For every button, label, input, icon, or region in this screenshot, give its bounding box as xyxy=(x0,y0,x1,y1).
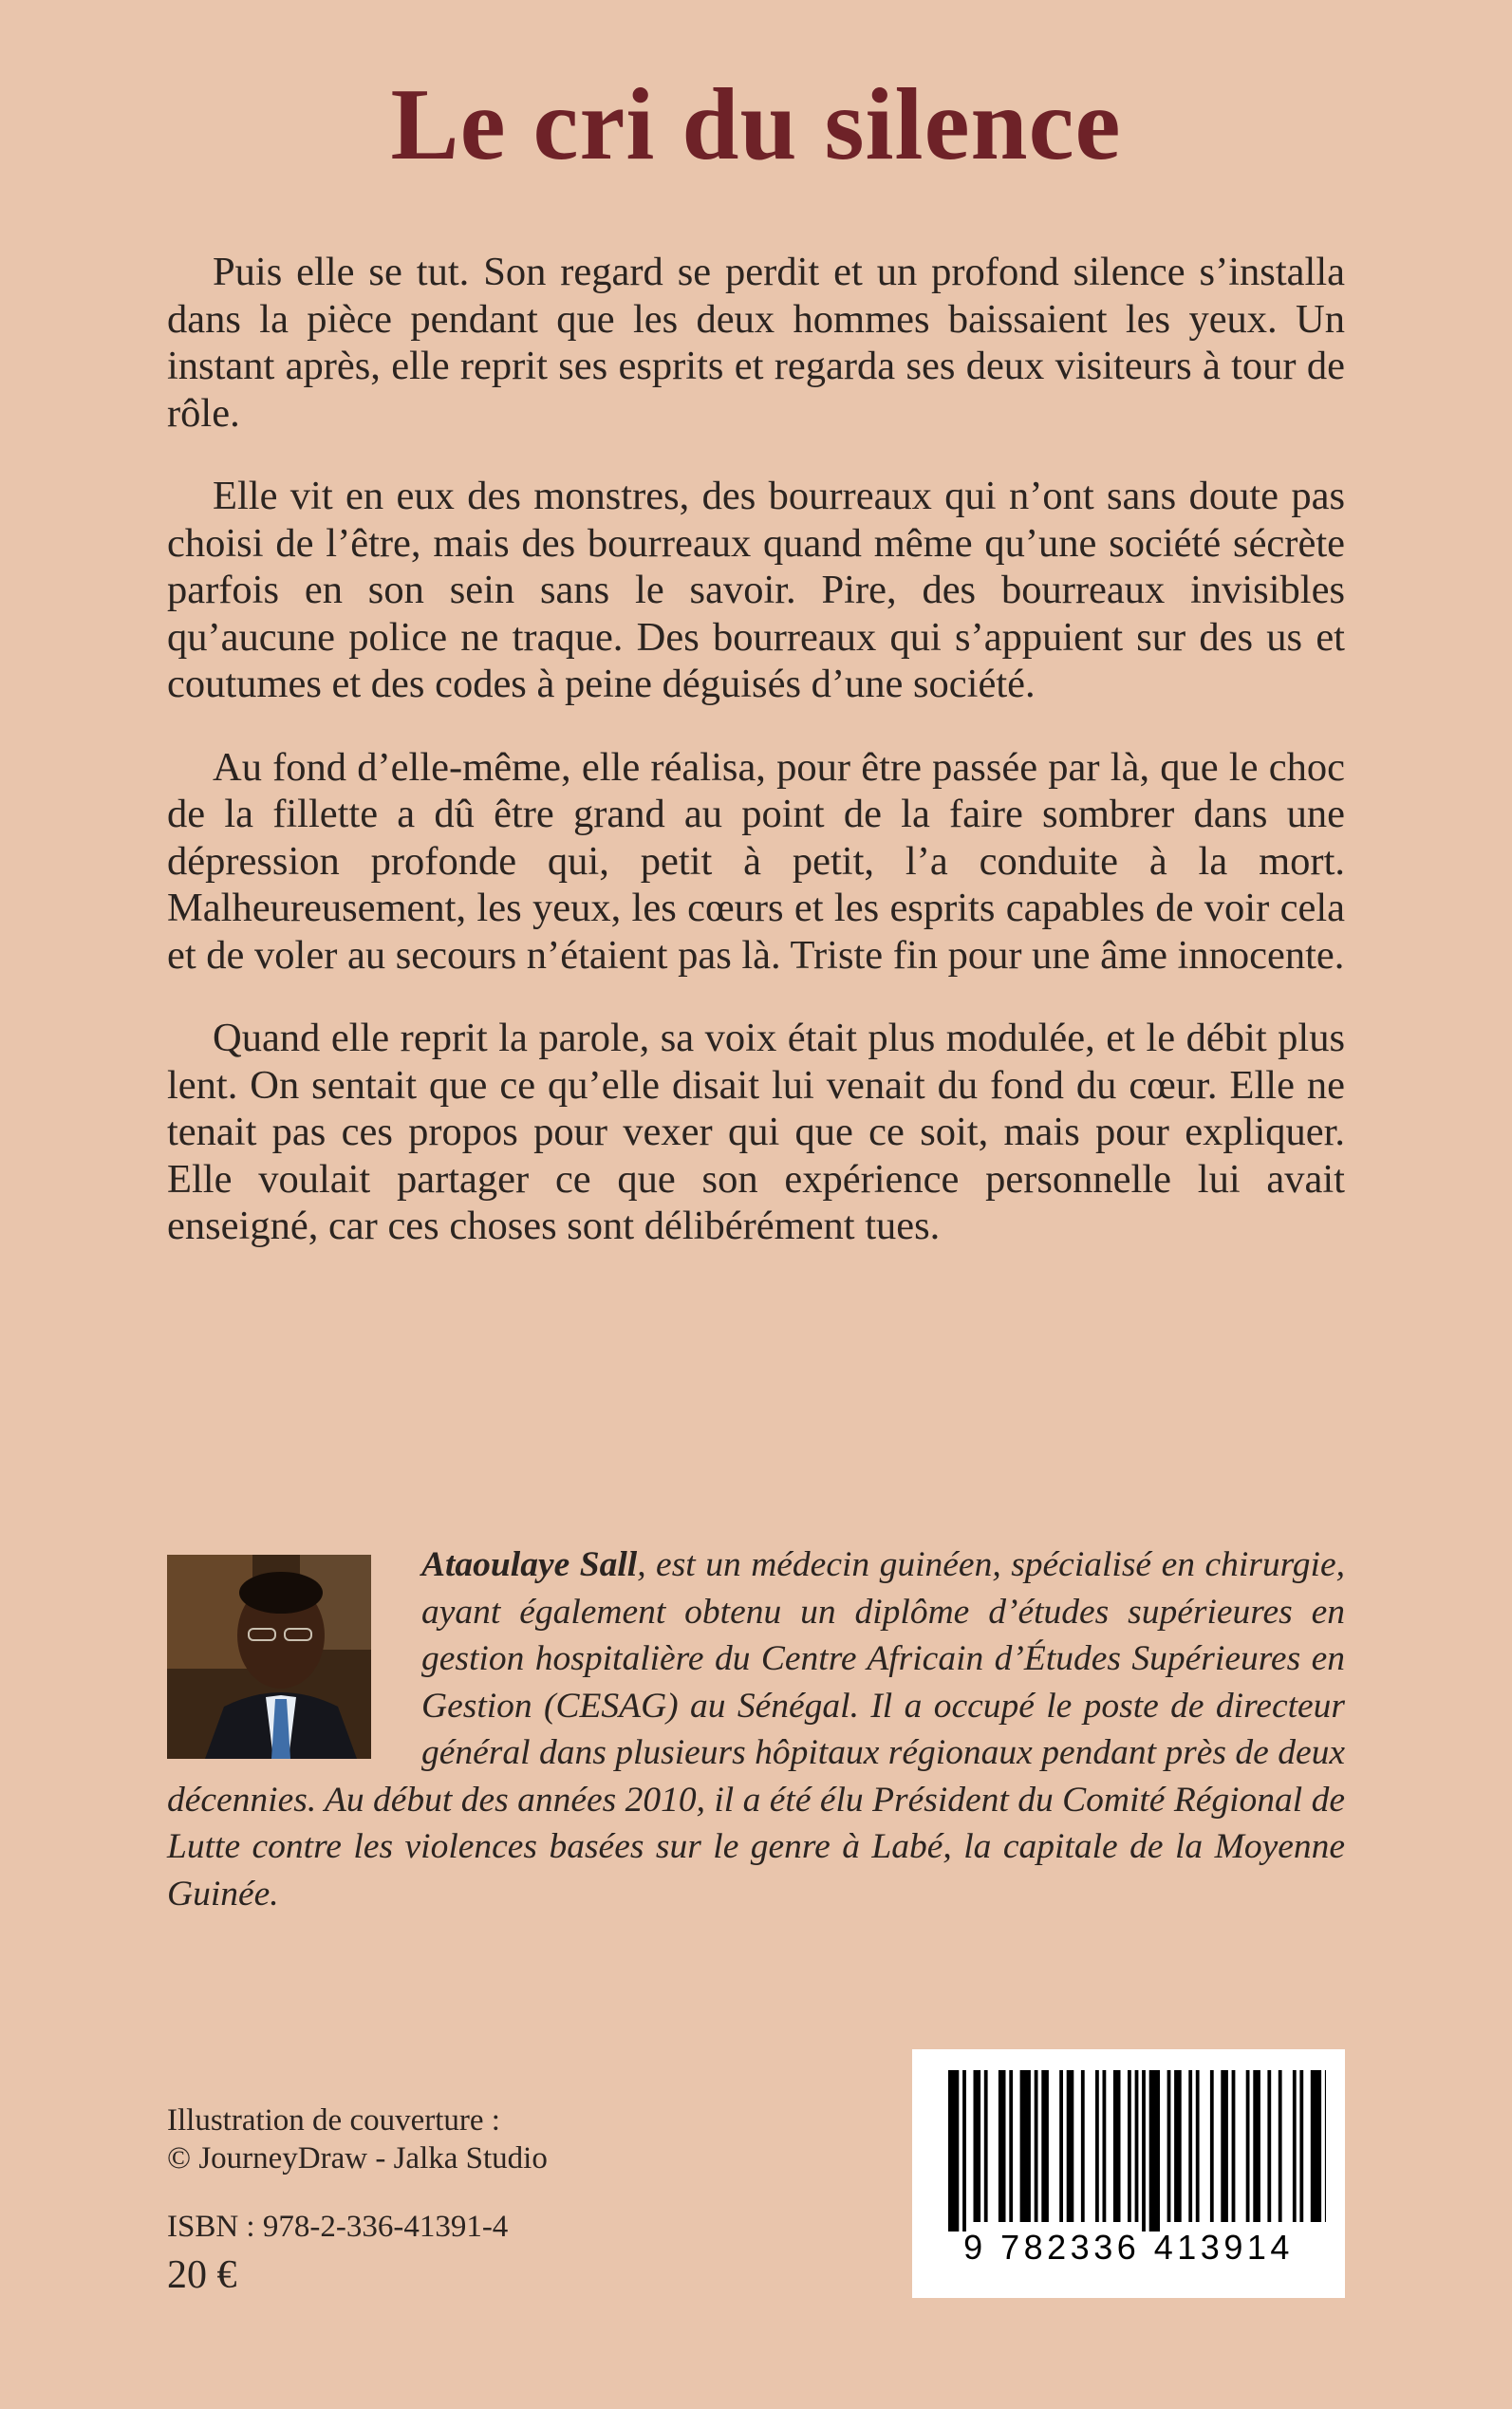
barcode-bar xyxy=(1009,2070,1013,2222)
excerpt-paragraph-3: Au fond d’elle-même, elle réalisa, pour être passée par là, que le choc de la fillette a dû être grand au point de la faire sombrer dans une dépression profonde qui, petit à petit, l’a conduite à la mort. Malheureusement, les yeux, les cœurs et les esprits capables de voir cela et de voler au secours n’étaient pas là. Triste fin pour une âme innocente. xyxy=(167,744,1345,978)
back-cover-excerpt xyxy=(167,249,1345,1286)
barcode-bar xyxy=(1020,2070,1031,2222)
barcode-bar xyxy=(1246,2070,1250,2222)
author-photo xyxy=(167,1555,371,1759)
barcode-bar xyxy=(1174,2070,1182,2222)
barcode-bar xyxy=(1135,2070,1139,2222)
excerpt-paragraph-1: Puis elle se tut. Son regard se perdit et un profond silence s’installa dans la pièce pendant que les deux hommes baissaient les yeux. Un instant après, elle reprit ses esprits et regarda ses deux visiteurs à tour de rôle. xyxy=(167,250,1345,436)
barcode-bar xyxy=(1095,2070,1099,2222)
barcode-bar xyxy=(1293,2070,1297,2222)
author-name: Ataoulaye Sall xyxy=(421,1545,638,1584)
barcode-bar xyxy=(1128,2070,1131,2222)
credits-line-1: Illustration de couverture : xyxy=(167,2103,500,2138)
barcode-bar xyxy=(1325,2070,1326,2222)
barcode-bars xyxy=(931,2070,1326,2232)
barcode-bar xyxy=(962,2070,966,2232)
isbn: ISBN : 978-2-336-41391-4 xyxy=(167,2210,509,2244)
barcode-bar xyxy=(1167,2070,1171,2222)
barcode-bar xyxy=(1067,2070,1074,2222)
barcode-bar xyxy=(974,2070,981,2222)
barcode-bar xyxy=(1103,2070,1107,2222)
credits-line-2: © JourneyDraw - Jalka Studio xyxy=(167,2141,548,2176)
barcode-bar xyxy=(1113,2070,1121,2222)
barcode-bar xyxy=(1267,2070,1271,2222)
barcode-bar xyxy=(1299,2070,1303,2222)
barcode-digits: 9 782336 413914 xyxy=(963,2228,1294,2267)
barcode-bar xyxy=(1311,2070,1321,2222)
barcode-bar xyxy=(1221,2070,1228,2222)
barcode-bar xyxy=(948,2070,959,2232)
barcode-bar xyxy=(999,2070,1006,2222)
price: 20 € xyxy=(167,2253,237,2297)
barcode-bar xyxy=(1059,2070,1063,2222)
barcode xyxy=(912,2049,1345,2298)
book-title: Le cri du silence xyxy=(390,68,1122,181)
barcode-bar xyxy=(1081,2070,1085,2222)
barcode-bar xyxy=(1253,2070,1260,2222)
barcode-bar xyxy=(1210,2070,1214,2222)
barcode-bar xyxy=(1149,2070,1160,2232)
excerpt-paragraph-4: Quand elle reprit la parole, sa voix était plus modulée, et le débit plus lent. On sentait que ce qu’elle disait lui venait du fond du cœur. Elle ne tenait pas ces propos pour vexer qui que ce soit, mais pour expliquer. Elle voulait partager ce que son expérience personnelle lui avait enseigné, car ces choses sont délibérément tues. xyxy=(167,1016,1345,1248)
barcode-bar xyxy=(1279,2070,1282,2222)
author-bio-text: , est un médecin guinéen, spécialisé en chirurgie, ayant également obtenu un diplôme d’études supérieures en gestion hospitalière du Centre Africain d’Études Supérieures en Gestion (CESAG) au Sénégal. Il a occupé le poste de directeur général dans plusieurs hôpitaux régionaux pendant près de deux décennies. Au début des années 2010, il a été élu Président du Comité Régional de Lutte contre les violences basées sur le genre à Labé, la capitale de la Moyenne Guinée. xyxy=(167,1545,1345,1914)
excerpt-paragraph-2: Elle vit en eux des monstres, des bourreaux qui n’ont sans doute pas choisi de l’être, mais des bourreaux quand même qu’une société sécrète parfois en son sein sans le savoir. Pire, des bourreaux invisibles qu’aucune police ne traque. Des bourreaux qui s’appuient sur des us et coutumes et des codes à peine déguisés d’une société. xyxy=(167,474,1345,706)
barcode-bar xyxy=(1232,2070,1236,2222)
barcode-bar xyxy=(1196,2070,1200,2222)
barcode-bar xyxy=(1188,2070,1192,2222)
barcode-bar xyxy=(984,2070,988,2222)
barcode-bar xyxy=(1035,2070,1038,2222)
cover-illustration-credits xyxy=(167,2101,756,2177)
barcode-bar xyxy=(1041,2070,1049,2222)
barcode-bar xyxy=(1142,2070,1146,2232)
